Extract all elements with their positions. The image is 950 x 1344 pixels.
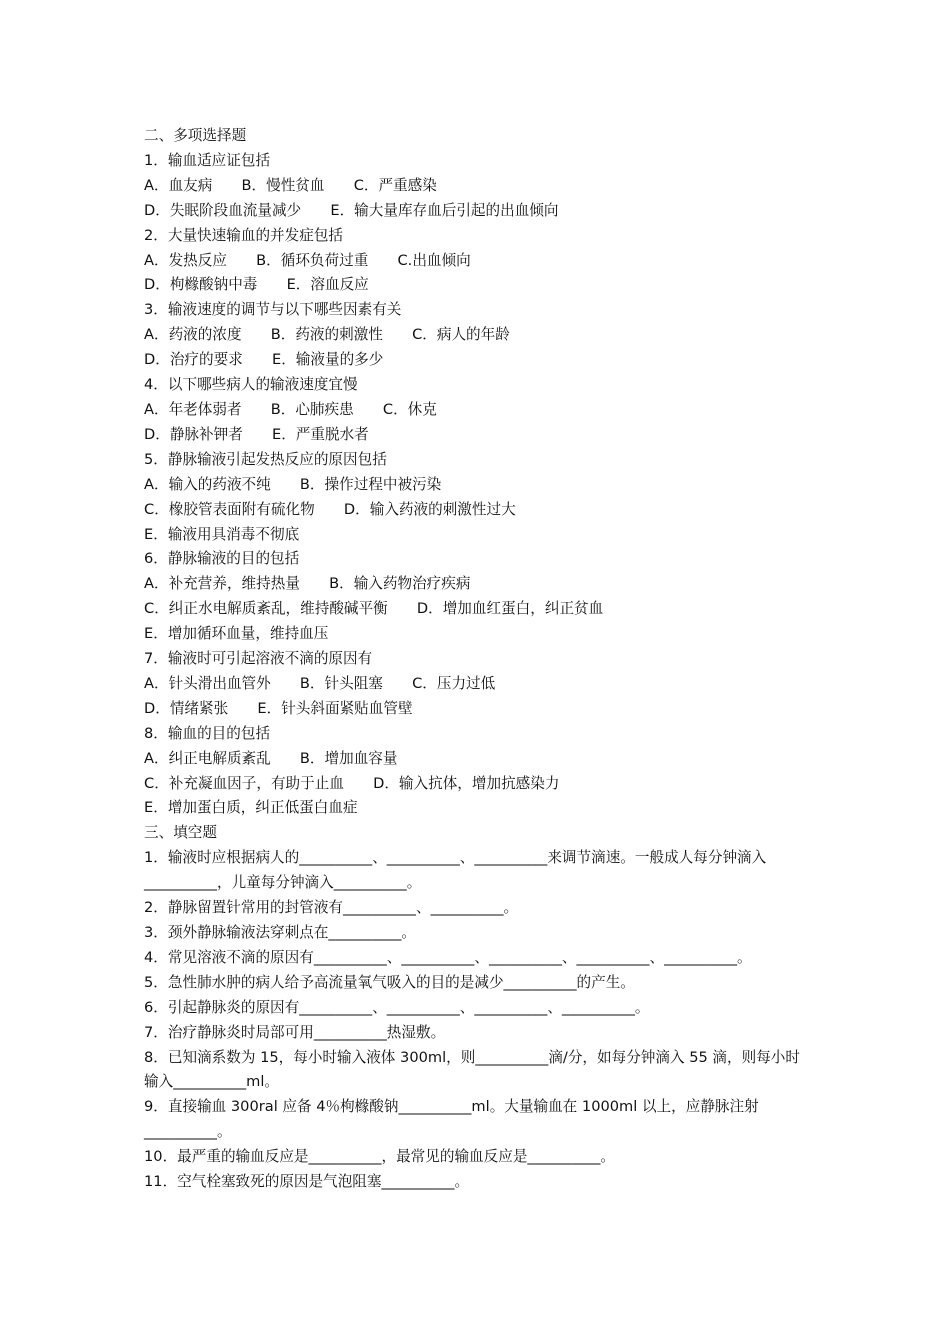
question-line: 4．以下哪些病人的输液速度宜慢 xyxy=(144,376,358,394)
fill-blank-question: 7．治疗静脉炎时局部可用__________热湿敷。 xyxy=(144,1023,446,1041)
option-line: D．枸橼酸钠中毒 E．溶血反应 xyxy=(144,276,369,294)
option-line: A．发热反应 B．循环负荷过重 C.出血倾向 xyxy=(144,251,471,269)
question-line: 3．输液速度的调节与以下哪些因素有关 xyxy=(144,301,402,319)
fill-blank-question: 6．引起静脉炎的原因有__________、__________、__________、__________。 xyxy=(144,998,650,1016)
option-line: E．增加循环血量，维持血压 xyxy=(144,625,329,643)
option-line: C．纠正水电解质紊乱，维持酸碱平衡 D．增加血红蛋白，纠正贫血 xyxy=(144,600,604,618)
section-heading-multiple-choice: 二、多项选择题 xyxy=(144,127,247,144)
option-line: D．治疗的要求 E．输液量的多少 xyxy=(144,351,384,369)
option-line: A．血友病 B．慢性贫血 C．严重感染 xyxy=(144,176,437,194)
fill-blank-question: 8．已知滴系数为 15，每小时输入液体 300ml，则__________滴/分，如每分钟滴入 55 滴，则每小时输入__________ml。 xyxy=(144,1048,800,1091)
fill-blank-question: 1．输液时应根据病人的__________、__________、__________来调节滴速。一般成人每分钟滴入__________，儿童每分钟滴入__________。 xyxy=(144,849,767,892)
question-line: 7．输液时可引起溶液不滴的原因有 xyxy=(144,650,373,668)
option-line: A．补充营养，维持热量 B．输入药物治疗疾病 xyxy=(144,575,471,593)
fill-blank-question: 10．最严重的输血反应是__________，最常见的输血反应是__________。 xyxy=(144,1148,615,1166)
option-line: A．纠正电解质紊乱 B．增加血容量 xyxy=(144,749,398,767)
option-line: D．失眠阶段血流量减少 E．输大量库存血后引起的出血倾向 xyxy=(144,201,559,219)
option-line: C．补充凝血因子，有助于止血 D．输入抗体，增加抗感染力 xyxy=(144,774,560,792)
option-line: A．药液的浓度 B．药液的刺激性 C．病人的年龄 xyxy=(144,326,510,344)
question-line: 8．输血的目的包括 xyxy=(144,724,271,742)
option-line: A．输入的药液不纯 B．操作过程中被污染 xyxy=(144,475,442,493)
fill-blank-question: 3．颈外静脉输液法穿刺点在__________。 xyxy=(144,924,416,941)
option-line: A．年老体弱者 B．心肺疾患 C．休克 xyxy=(144,400,437,418)
question-line: 2．大量快速输血的并发症包括 xyxy=(144,226,344,244)
document-body xyxy=(144,124,812,1195)
section-heading-fill-in-blank: 三、填空题 xyxy=(144,824,217,842)
fill-blank-question: 2．静脉留置针常用的封管液有__________、__________。 xyxy=(144,899,519,917)
fill-blank-question: 9．直接输血 300ral 应备 4％枸橼酸钠__________ml。大量输血在 1000ml 以上，应静脉注射__________。 xyxy=(144,1098,759,1141)
option-line: E．增加蛋白质，纠正低蛋白血症 xyxy=(144,799,358,817)
fill-blank-question: 5．急性肺水肿的病人给予高流量氧气吸入的目的是减少__________的产生。 xyxy=(144,973,635,991)
option-line: A．针头滑出血管外 B．针头阻塞 C．压力过低 xyxy=(144,674,496,692)
question-line: 1．输血适应证包括 xyxy=(144,151,271,169)
question-line: 5．静脉输液引起发热反应的原因包括 xyxy=(144,450,387,468)
option-line: D．情绪紧张 E．针头斜面紧贴血管壁 xyxy=(144,699,413,717)
option-line: C．橡胶管表面附有硫化物 D．输入药液的刺激性过大 xyxy=(144,500,516,518)
question-line: 6．静脉输液的目的包括 xyxy=(144,550,300,568)
fill-blank-question: 11．空气栓塞致死的原因是气泡阻塞__________。 xyxy=(144,1173,470,1191)
option-line: D．静脉补钾者 E．严重脱水者 xyxy=(144,425,369,443)
option-line: E．输液用具消毒不彻底 xyxy=(144,525,300,543)
fill-blank-question: 4．常见溶液不滴的原因有__________、__________、__________、__________、__________。 xyxy=(144,948,752,966)
